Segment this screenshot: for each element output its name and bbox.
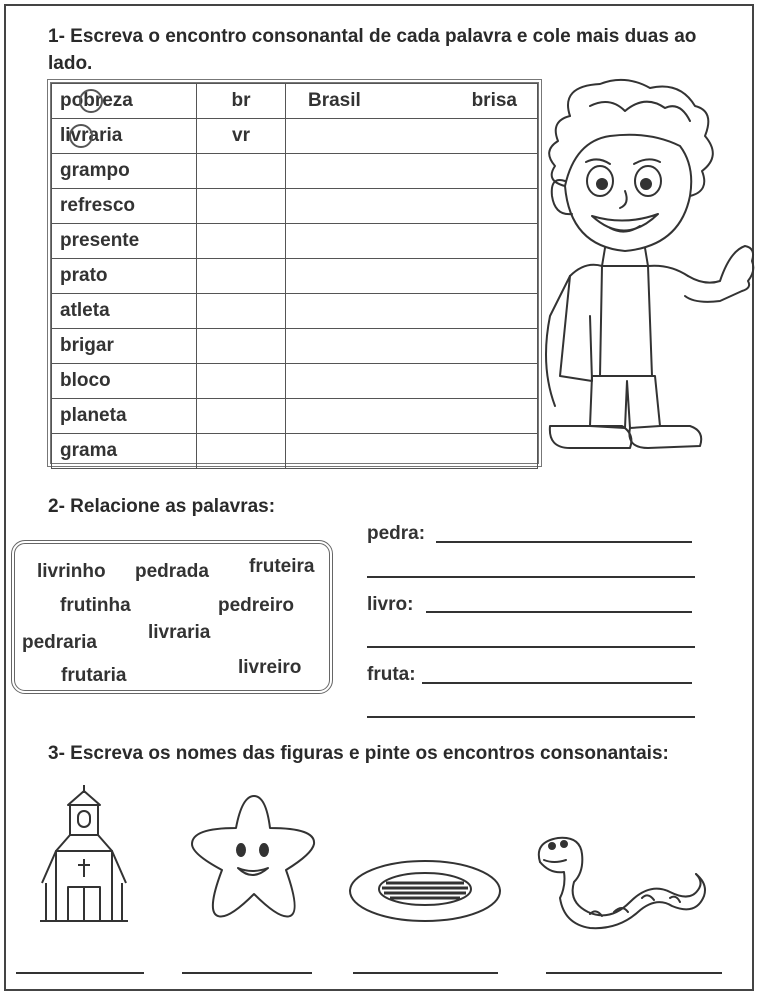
table-row [52, 224, 538, 259]
table-row [52, 259, 538, 294]
word-item: fruteira [249, 556, 315, 577]
figure-answer-line[interactable] [16, 972, 144, 974]
word-item: pedreiro [218, 595, 295, 616]
figure-answer-line[interactable] [546, 972, 722, 974]
highlight-circle-icon [69, 124, 93, 148]
examples-cell[interactable] [286, 434, 538, 469]
table-row [52, 294, 538, 329]
examples-cell[interactable] [286, 84, 538, 119]
answer-line[interactable] [367, 646, 695, 648]
answer-line[interactable] [436, 541, 692, 543]
word-item: livreiro [238, 657, 302, 678]
table-row [52, 434, 538, 469]
examples-cell[interactable] [286, 259, 538, 294]
plate-icon [348, 857, 502, 923]
question-1-title: 1- Escreva o encontro consonantal de cada palavra e cole mais duas ao lado. [48, 26, 697, 74]
label-pedra: pedra: [367, 523, 426, 544]
cluster-cell[interactable] [197, 224, 286, 259]
star-icon [186, 792, 321, 922]
question-2-title: 2- Relacione as palavras: [48, 496, 276, 517]
table-row [52, 119, 538, 154]
word-item: livraria [148, 622, 211, 643]
word-cell: pobreza [52, 84, 197, 119]
word-cell: prato [52, 259, 197, 294]
example-word: brisa [471, 90, 517, 111]
examples-cell[interactable] [286, 294, 538, 329]
cluster-cell[interactable] [197, 259, 286, 294]
table-row [52, 364, 538, 399]
answer-line[interactable] [367, 576, 695, 578]
word-box [11, 540, 333, 694]
table-row [52, 84, 538, 119]
cluster-cell[interactable] [197, 154, 286, 189]
cluster-table [47, 79, 542, 467]
examples-cell[interactable] [286, 364, 538, 399]
table-row [52, 189, 538, 224]
word-item: livrinho [37, 561, 106, 582]
word-cell: atleta [52, 294, 197, 329]
examples-cell[interactable] [286, 189, 538, 224]
example-word: Brasil [308, 90, 361, 111]
word-cell: presente [52, 224, 197, 259]
word-cell: planeta [52, 399, 197, 434]
cluster-cell[interactable]: br [197, 84, 286, 119]
cluster-cell[interactable] [197, 294, 286, 329]
word-item: frutinha [60, 595, 131, 616]
figure-answer-line[interactable] [182, 972, 312, 974]
answer-line[interactable] [367, 716, 695, 718]
figure-answer-line[interactable] [353, 972, 498, 974]
cluster-cell[interactable] [197, 364, 286, 399]
word-cell: brigar [52, 329, 197, 364]
snake-icon [530, 832, 710, 932]
cluster-cell[interactable] [197, 434, 286, 469]
examples-cell[interactable] [286, 399, 538, 434]
cluster-cell[interactable] [197, 329, 286, 364]
word-cell: bloco [52, 364, 197, 399]
word-cell: livraria [52, 119, 197, 154]
word-cell: grama [52, 434, 197, 469]
label-fruta: fruta: [367, 664, 416, 685]
examples-cell[interactable] [286, 224, 538, 259]
table-row [52, 154, 538, 189]
question-3-title: 3- Escreva os nomes das figuras e pinte os encontros consonantais: [48, 743, 669, 764]
highlight-circle-icon [79, 89, 103, 113]
examples-cell[interactable] [286, 119, 538, 154]
table-row [52, 399, 538, 434]
examples-cell[interactable] [286, 154, 538, 189]
word-item: frutaria [61, 665, 127, 686]
word-cell: refresco [52, 189, 197, 224]
word-cell: grampo [52, 154, 197, 189]
cluster-cell[interactable] [197, 399, 286, 434]
church-icon [38, 783, 130, 925]
answer-line[interactable] [422, 682, 692, 684]
boy-character-icon [530, 76, 756, 466]
cluster-cell[interactable] [197, 189, 286, 224]
word-item: pedraria [22, 632, 97, 653]
word-item: pedrada [135, 561, 209, 582]
examples-cell[interactable] [286, 329, 538, 364]
table-row [52, 329, 538, 364]
answer-line[interactable] [426, 611, 692, 613]
cluster-cell[interactable]: vr [197, 119, 286, 154]
label-livro: livro: [367, 594, 414, 615]
